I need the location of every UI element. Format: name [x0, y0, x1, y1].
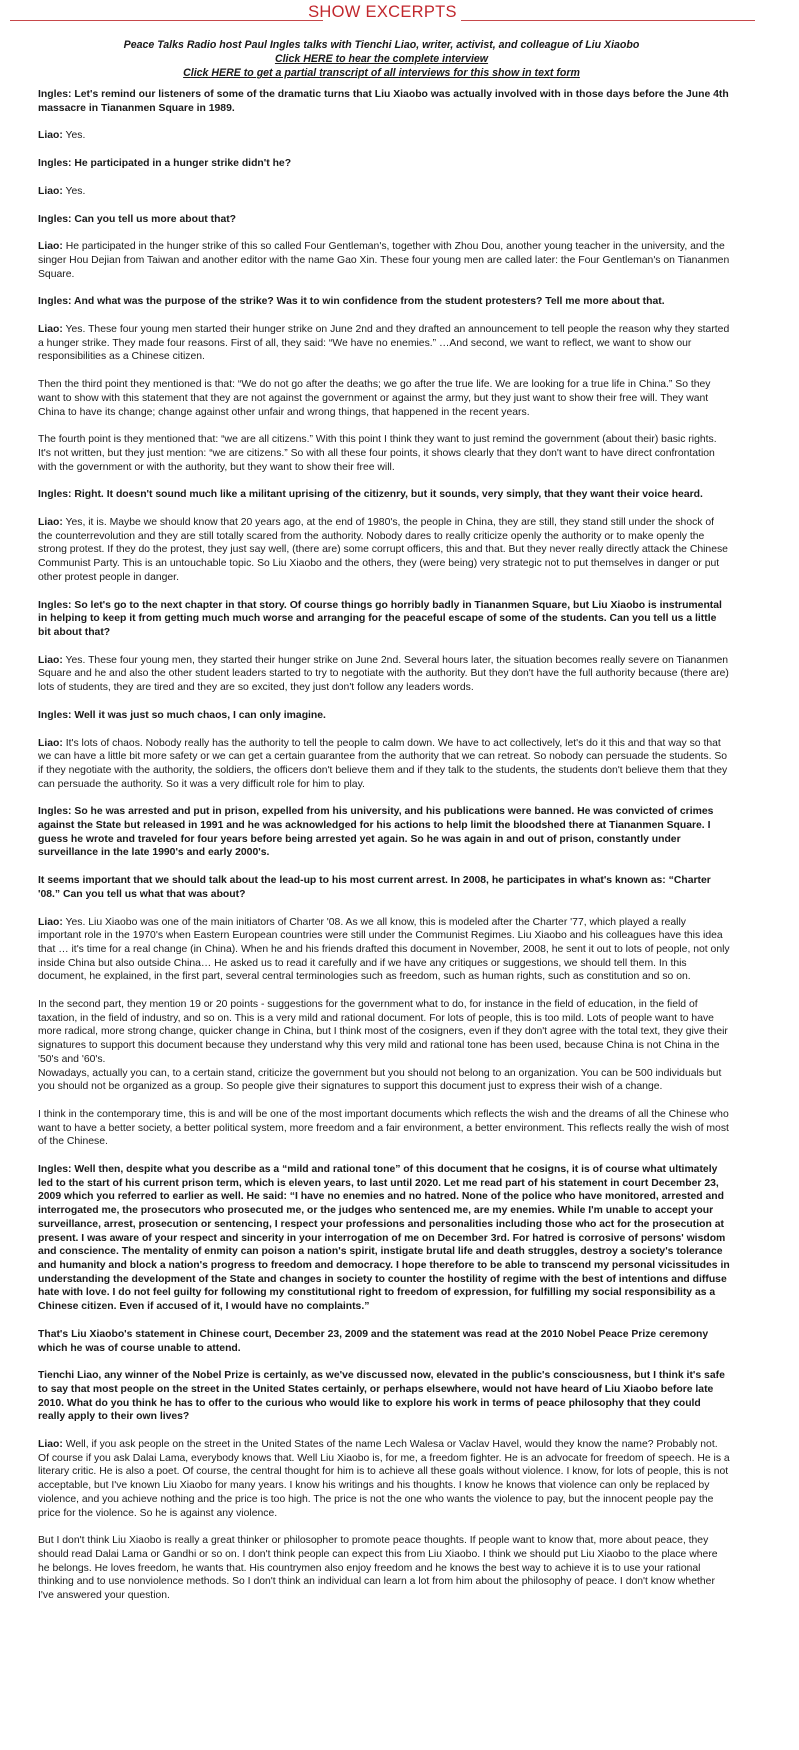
paragraph-text: Yes. These four young men started their hunger strike on June 2nd and they drafted an announcement to tell people the reason why they started a hunger strike. They made four reasons. First of all, they said: “We have no enemies.” …And second, we want to reflect, we want to show our responsibilities as a Chinese citizen.	[38, 324, 730, 363]
paragraph-text: Let's remind our listeners of some of the dramatic turns that Liu Xiaobo was actually involved with in those days before the June 4th massacre in Tiananmen Square in 1989.	[38, 89, 729, 114]
paragraph-text: Right. It doesn't sound much like a militant uprising of the citizenry, but it sounds, very simply, that they want their voice heard.	[71, 489, 703, 501]
speaker-label: Liao:	[38, 654, 63, 666]
paragraph-text: Then the third point they mentioned is that: “We do not go after the deaths; we go after the true life. We are looking for a true life in China.” So they want to show with this statement that they are not against the government or against the army, but they just want to show their free will. They want China to have its change; change against other unfair and wrong things, that happened in the recent years.	[38, 379, 711, 418]
paragraph-text: Yes. Liu Xiaobo was one of the main initiators of Charter '08. As we all know, this is modeled after the Charter '77, which played a really important role in the 1970's when Eastern European countries were still under the Communist Regimes. Liu Xiaobo and his colleagues have this idea that … it's time for a real change (in China). When he and his friends drafted this document in November, 2008, he sent it out to lots of people, not only inside China but also outside China… He asked us to read it carefully and if we have any critiques or suggestions, we should tell them. In this document, he explained, in the first part, several central terminologies such as freedom, such as human rights, such as constitution and so on.	[38, 916, 730, 983]
paragraph-text: Yes.	[62, 185, 86, 197]
paragraph-text: So let's go to the next chapter in that story. Of course things go horribly badly in Tiananmen Square, but Liu Xiaobo is instrumental in helping to keep it from getting much much worse and arranging for the peaceful escape of some of the students. Can you tell us a little bit about that?	[38, 599, 722, 638]
paragraph-text: Well, if you ask people on the street in the United States of the name Lech Walesa or Vaclav Havel, would they know the name? Probably not. Of course if you ask Dalai Lama, everybody knows that. Well Liu Xiaobo is, for me, a freedom fighter. He is an advocate for freedom of speech. He is a literary critic. He is also a poet. Of course, the central thought for him is to achieve all these goals without violence. I know, for lots of people, this is not acceptable, but I've known Liu Xiaobo for many years. I know his writings and his thoughts. I know he knows that violence can only be replaced by violence, and you achieve nothing and the price is too high. The price is not the one who wants the violence to pay, but the innocent people pay the price for the violence. So he is against any violence.	[38, 1439, 730, 1519]
intro-block	[0, 38, 799, 80]
paragraph-text: Tienchi Liao, any winner of the Nobel Prize is certainly, as we've discussed now, elevated in the public's consciousness, but I think it's safe to say that most people on the street in the United States certainly, or perhaps elsewhere, would not have heard of Liu Xiaobo before late 2010. What do you think he has to offer to the curious who would like to explore his work in terms of peace philosophy that they could really apply to their own lives?	[38, 1370, 725, 1423]
transcript-paragraph	[38, 709, 730, 723]
title-row	[0, 0, 799, 24]
transcript-paragraph	[38, 157, 730, 171]
paragraph-text: It's lots of chaos. Nobody really has the authority to tell the people to calm down. We have to act collectively, let's do it this and that way so that we can have a little bit more safety or we can get a certain guarantee from the authority that we can retreat. So nobody can persuade the students. So if they negotiate with the authority, the soldiers, the officers don't believe them and if they talk to the students, the students don't believe them that they can persuade the authority. So it was a very difficult role for him to play.	[38, 737, 728, 790]
transcript-paragraph	[38, 1369, 730, 1424]
transcript-paragraph	[38, 737, 730, 792]
speaker-label: Liao:	[38, 1439, 63, 1451]
transcript-paragraph	[38, 488, 730, 502]
paragraph-text: The fourth point is they mentioned that: “we are all citizens.” With this point I think they want to just remind the government (about their) basic rights. It's not written, but they just mention: “we are citizens.” So with all these four points, it shows clearly that they don't want to have direct confrontation with the government or with the authority, but they want to show their free will.	[38, 434, 717, 473]
paragraph-text: I think in the contemporary time, this is and will be one of the most important documents which reflects the wish and the dreams of all the Chinese who want to have a better society, a better political system, more freedom and a fair environment, a better environment. This reflects really the wish of most of the Chinese.	[38, 1108, 729, 1148]
speaker-label: Liao:	[38, 517, 63, 529]
speaker-label: Ingles:	[38, 158, 72, 170]
speaker-label: Ingles:	[38, 89, 72, 100]
page-title: SHOW EXCERPTS	[308, 3, 457, 21]
transcript-paragraph	[38, 1163, 730, 1314]
transcript-paragraph	[38, 433, 730, 474]
paragraph-text: He participated in the hunger strike of this so called Four Gentleman's, together with Zhou Dou, another young teacher in the university, and the singer Hou Dejian from Taiwan and another editor with the name Gao Xin. These four young men are called later: the Four Gentleman's on Tiananmen Square.	[38, 241, 730, 280]
speaker-label: Ingles:	[38, 213, 72, 225]
paragraph-text: Well it was just so much chaos, I can only imagine.	[71, 709, 326, 721]
speaker-label: Ingles:	[38, 1164, 72, 1176]
speaker-label: Liao:	[38, 737, 63, 749]
paragraph-text: Yes.	[62, 130, 86, 142]
speaker-label: Ingles:	[38, 599, 72, 611]
speaker-label: Ingles:	[38, 489, 72, 501]
speaker-label: Liao:	[38, 324, 63, 336]
speaker-label: Liao:	[38, 130, 63, 142]
transcript-paragraph	[38, 295, 730, 309]
transcript-paragraph	[38, 1328, 730, 1355]
paragraph-text: Can you tell us more about that?	[71, 213, 237, 225]
transcript-paragraph	[38, 654, 730, 695]
transcript-paragraph	[38, 185, 730, 199]
speaker-label: Liao:	[38, 916, 63, 928]
transcript-paragraph	[38, 88, 730, 115]
transcript-paragraph	[38, 516, 730, 585]
paragraph-text: Yes, it is. Maybe we should know that 20 years ago, at the end of 1980's, the people in China, they are still, they stand still under the shock of the counterrevolution and they are still totally scared from the authority. Nobody dares to really criticize openly the authority or to make openly the strong protest. If they do the protest, they just say well, (there are) some corrupt officers, this and that. But they never really directly attack the Chinese Communist Party. This is an untouchable topic. So Liu Xiaobo and the others, they (were being) very strategic not to put themselves in danger or put other protest people in danger.	[38, 517, 728, 583]
paragraph-text: So he was arrested and put in prison, expelled from his university, and his publications were banned. He was convicted of crimes against the State but released in 1991 and he was acknowledged for his actions to help limit the bloodshed there at Tiananmen Square. I guess he wrote and traveled for four years before being arrested yet again. So he was again in and out of prison, constantly under surveillance in the late 1990's and early 2000's.	[38, 806, 714, 859]
speaker-label: Liao:	[38, 185, 63, 197]
transcript-paragraph	[38, 1438, 730, 1520]
transcript-paragraph	[38, 1534, 730, 1603]
transcript-paragraph	[38, 378, 730, 419]
transcript-paragraph	[38, 323, 730, 364]
link-partial-transcript[interactable]: Click HERE to get a partial transcript of all interviews for this show in text form	[183, 67, 580, 79]
paragraph-text: That's Liu Xiaobo's statement in Chinese court, December 23, 2009 and the statement was read at the 2010 Nobel Peace Prize ceremony which he was of course unable to attend.	[38, 1328, 709, 1354]
transcript-paragraph	[38, 213, 730, 227]
speaker-label: Ingles:	[38, 296, 72, 308]
transcript-paragraph	[38, 599, 730, 640]
paragraph-text: He participated in a hunger strike didn't he?	[71, 158, 292, 170]
link-complete-interview[interactable]: Click HERE to hear the complete interview	[274, 53, 489, 65]
paragraph-text: Yes. These four young men, they started their hunger strike on June 2nd. Several hours later, the situation becomes really severe on Tiananmen Square and he and also the other student leaders started to try to negotiate with the authority. But they don't have the full authority because (there are) lots of students, they are tired and they are so excited, they just don't follow any leaders words.	[38, 654, 729, 694]
transcript-paragraph	[38, 998, 730, 1094]
intro-subtitle: Peace Talks Radio host Paul Ingles talks with Tienchi Liao, writer, activist, and colleague of Liu Xiaobo	[123, 39, 640, 51]
speaker-label: Ingles:	[38, 806, 72, 818]
transcript-paragraph	[38, 240, 730, 281]
transcript-body	[0, 80, 730, 1603]
speaker-label: Liao:	[38, 241, 63, 253]
transcript-paragraph	[38, 1108, 730, 1149]
transcript-paragraph	[38, 874, 730, 901]
paragraph-text: It seems important that we should talk about the lead-up to his most current arrest. In 2008, he participates in what's known as: “Charter '08.” Can you tell us what that was about?	[38, 875, 711, 900]
transcript-paragraph	[38, 129, 730, 143]
paragraph-text: In the second part, they mention 19 or 20 points - suggestions for the government what to do, for instance in the field of education, in the field of taxation, in the field of industry, and so on. This is a very mild and rational document. For lots of people, this is too mild. Lots of people want to have more radical, more strong change, quicker change in China, but I think most of the cosigners, even if they don't agree with the total text, they give their signatures to support this document because they understand why this very mild and rational tone has been used, because China is not China in the '50's and '60's. Nowadays, actually you can, to a certain stand, criticize the government but you should not belong to an organization. You can be 500 individuals but you should not be organized as a group. So people give their signatures to support this document just to express their wish of a change.	[38, 999, 728, 1093]
speaker-label: Ingles:	[38, 709, 72, 721]
paragraph-text: But I don't think Liu Xiaobo is really a great thinker or philosopher to promote peace thoughts. If people want to know that, more about peace, they should read Dalai Lama or Gandhi or so on. I don't think people can expect this from Liu Xiaobo. I think we should put Liu Xiaobo to the place where he belongs. He loves freedom, he wants that. His countrymen also enjoy freedom and he knows the best way to achieve it is to use your rational thinking and to use nonviolence methods. So I don't think an individual can learn a lot from him about the philosophy of peace. I don't know whether I've answered your question.	[38, 1535, 718, 1602]
title-rule-right	[461, 20, 755, 21]
paragraph-text: And what was the purpose of the strike? Was it to win confidence from the student protesters? Tell me more about that.	[71, 296, 665, 308]
paragraph-text: Well then, despite what you describe as a “mild and rational tone” of this document that he cosigns, it is of course what ultimately led to the start of his current prison term, which is eleven years, to last until 2020. Let me read part of his statement in court December 23, 2009 which you referred to earlier as well. He said: “I have no enemies and no hatred. None of the police who have monitored, arrested and interrogated me, the prosecutors who prosecuted me, or the judges who sentenced me, are my enemies. While I'm unable to accept your surveillance, arrest, prosecution or sentencing, I respect your professions and personalities including those who act for the prosecution at present. I was aware of your respect and sincerity in your interrogation of me on December 3rd. For hatred is corrosive of persons' wisdom and conscience. The mentality of enmity can poison a nation's spirit, instigate brutal life and death struggles, destroy a society's tolerance and humanity and block a nation's progress to freedom and democracy. I hope therefore to be able to transcend my personal vicissitudes in understanding the development of the State and changes in society to counter the hostility of regime with the best of intentions and diffuse hate with love. I do not feel guilty for following my constitutional right to freedom of expression, for fulfilling my social responsibility as a Chinese citizen. Even if accused of it, I would have no complaints.”	[38, 1164, 730, 1313]
transcript-paragraph	[38, 805, 730, 860]
transcript-paragraph	[38, 916, 730, 985]
